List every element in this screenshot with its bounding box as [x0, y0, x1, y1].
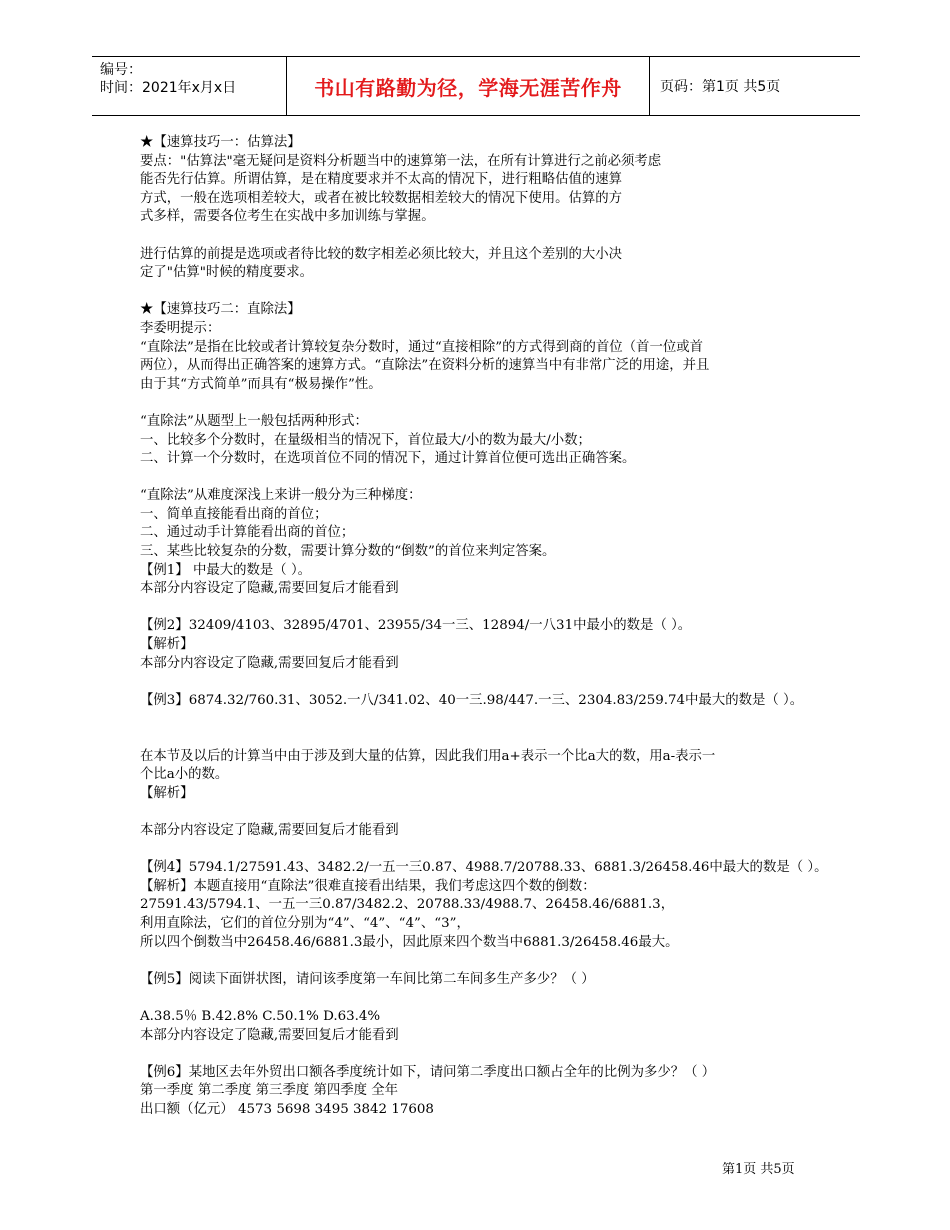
text-line: 【例4】5794.1/27591.43、3482.2/一五一三0.87、4988.7/20788.33、6881.3/26458.46中最大的数是（ ）。	[140, 860, 828, 876]
text-line: 一、比较多个分数时，在量级相当的情况下，首位最大/小的数为最大/小数；	[140, 432, 591, 448]
text-line: 【例5】阅读下面饼状图，请问该季度第一车间比第二车间多生产多少？（ ）	[140, 971, 595, 987]
text-line: 第一季度 第二季度 第三季度 第四季度 全年	[140, 1083, 399, 1099]
text-line: 式多样，需要各位考生在实战中多加训练与掌握。	[140, 209, 435, 225]
text-line: “直除法”从题型上一般包括两种形式：	[140, 413, 368, 429]
text-line: 二、通过动手计算能看出商的首位；	[140, 525, 355, 541]
blank-line	[140, 952, 820, 971]
blank-line	[140, 803, 820, 822]
text-line: “直除法”从难度深浅上来讲一般分为三种梯度：	[140, 488, 422, 504]
text-line: 本部分内容设定了隐藏,需要回复后才能看到	[140, 581, 399, 597]
document-body	[140, 134, 828, 1119]
blank-line	[140, 227, 820, 246]
text-line: 李委明提示：	[140, 320, 221, 336]
text-line: 定了"估算"时候的精度要求。	[140, 265, 314, 281]
text-line: 三、某些比较复杂的分数，需要计算分数的“倒数”的首位来判定答案。	[140, 544, 556, 560]
header-meta	[92, 57, 287, 115]
header-motto: 书山有路勤为径，学海无涯苦作舟	[287, 57, 650, 115]
text-line: ★【速算技巧二：直除法】	[140, 302, 301, 318]
blank-line	[140, 989, 820, 1008]
text-line: “直除法”是指在比较或者计算较复杂分数时，通过“直接相除”的方式得到商的首位（首一位或首	[140, 339, 704, 355]
text-line: ★【速算技巧一：估算法】	[140, 135, 301, 150]
text-line: 本部分内容设定了隐藏,需要回复后才能看到	[140, 655, 399, 671]
text-line: A.38.5％ B.42.8% C.50.1% D.63.4%	[140, 1008, 381, 1024]
text-line: 【例6】某地区去年外贸出口额各季度统计如下，请问第二季度出口额占全年的比例为多少？（ ）	[140, 1064, 716, 1080]
text-line: 本部分内容设定了隐藏,需要回复后才能看到	[140, 1027, 399, 1043]
text-line: 个比a小的数。	[140, 767, 229, 783]
text-line: 【例3】6874.32/760.31、3052.一八/341.02、40一三.98/447.一三、2304.83/259.74中最大的数是（ ）。	[140, 692, 804, 708]
text-line: 二、计算一个分数时，在选项首位不同的情况下，通过计算首位便可选出正确答案。	[140, 451, 636, 467]
text-line: 两位），从而得出正确答案的速算方式。“直除法”在资料分析的速算当中有非常广泛的用途，并且	[140, 358, 710, 374]
text-line: 一、简单直接能看出商的首位；	[140, 506, 328, 522]
text-line: 【解析】本题直接用“直除法”很难直接看出结果，我们考虑这四个数的倒数：	[140, 878, 596, 894]
blank-line	[140, 599, 820, 618]
text-line: 进行估算的前提是选项或者待比较的数字相差必须比较大，并且这个差别的大小决	[140, 246, 623, 262]
text-line: 要点："估算法"毫无疑问是资料分析题当中的速算第一法，在所有计算进行之前必须考虑	[140, 153, 662, 169]
text-line: 利用直除法，它们的首位分别为“4”、“4”、“4”、“3”，	[140, 915, 470, 931]
blank-line	[140, 673, 820, 692]
blank-line	[140, 469, 820, 488]
text-line: 所以四个倒数当中26458.46/6881.3最小，因此原来四个数当中6881.3/26458.46最大。	[140, 934, 679, 950]
blank-line	[140, 1045, 820, 1064]
text-line: 方式，一般在选项相差较大，或者在被比较数据相差较大的情况下使用。估算的方	[140, 190, 623, 206]
text-line: 【解析】	[140, 785, 194, 801]
text-line: 能否先行估算。所谓估算，是在精度要求并不太高的情况下，进行粗略估值的速算	[140, 172, 623, 188]
text-line: 出口额（亿元） 4573 5698 3495 3842 17608	[140, 1101, 434, 1117]
blank-line	[140, 729, 820, 748]
blank-line	[140, 394, 820, 413]
text-line: 本部分内容设定了隐藏,需要回复后才能看到	[140, 822, 399, 838]
document-number-label: 编号：	[100, 62, 142, 78]
text-line: 由于其“方式简单”而具有“极易操作”性。	[140, 376, 382, 392]
header-page-number: 页码：第1页 共5页	[660, 79, 781, 95]
text-line: 【例1】 中最大的数是（ ）。	[140, 562, 312, 578]
blank-line	[140, 283, 820, 302]
text-line: 【例2】32409/4103、32895/4701、23955/34一三、12894/一八31中最小的数是（ ）。	[140, 618, 692, 634]
page-footer: 第1页 共5页	[722, 1162, 795, 1177]
page-header	[92, 56, 860, 116]
document-time-label: 时间：2021年x月x日	[100, 80, 237, 96]
text-line: 在本节及以后的计算当中由于涉及到大量的估算，因此我们用a+表示一个比a大的数，用a-表示一	[140, 748, 716, 764]
text-line: 27591.43/5794.1、一五一三0.87/3482.2、20788.33/4988.7、26458.46/6881.3，	[140, 897, 675, 913]
text-line: 【解析】	[140, 637, 194, 653]
blank-line	[140, 841, 820, 860]
blank-line	[140, 710, 820, 729]
